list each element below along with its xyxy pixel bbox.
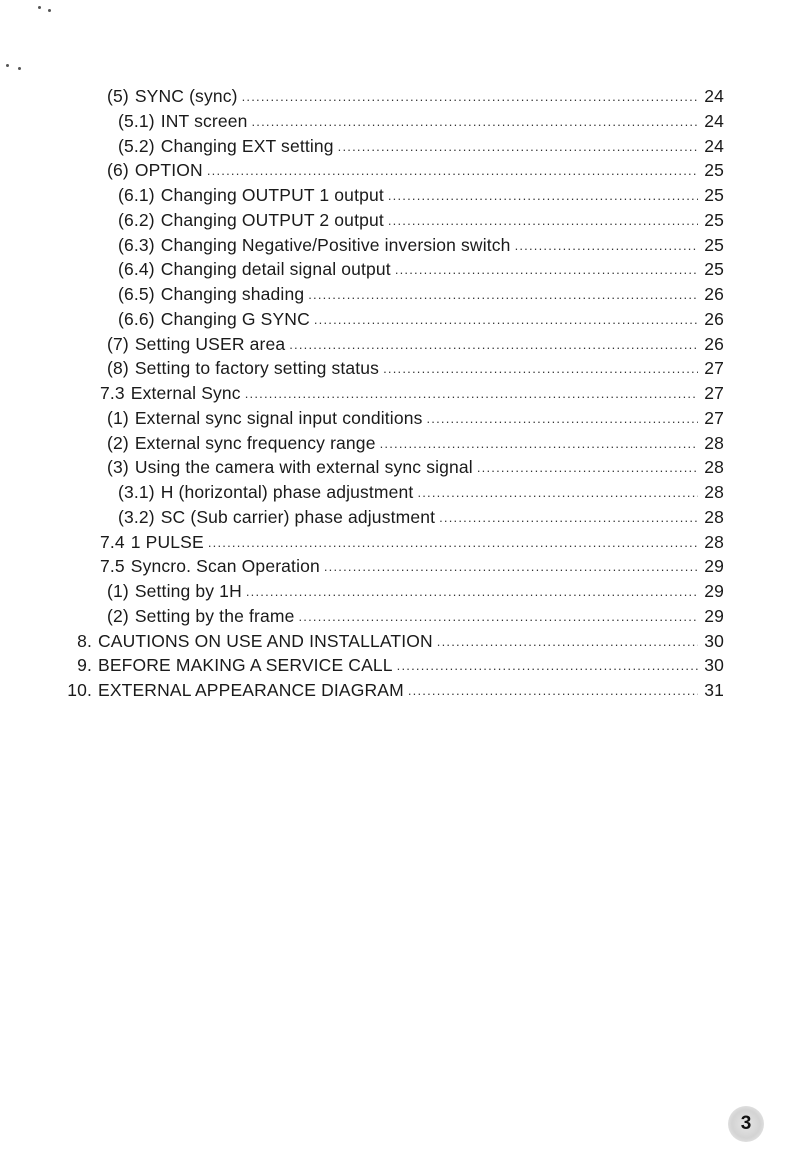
dot-leader: [338, 139, 698, 154]
toc-entry: [118, 185, 724, 207]
dot-leader: [246, 584, 698, 599]
toc-entry-title: External Sync: [130, 383, 241, 403]
dot-leader: [437, 634, 698, 649]
toc-entry-page: 24: [704, 110, 724, 131]
toc-entry-page: 27: [704, 407, 724, 428]
scan-speck: [48, 9, 51, 12]
dot-leader: [324, 559, 698, 574]
toc-entry-number: (5): [107, 86, 129, 106]
toc-entry-title: 1 PULSE: [130, 531, 204, 552]
toc-entry-page: 28: [704, 457, 724, 478]
toc-entry-number: 7.3: [100, 383, 125, 403]
dot-leader: [380, 436, 698, 451]
toc-entry: [100, 383, 724, 405]
toc-entry: [107, 358, 724, 380]
toc-entry-page: 29: [704, 605, 724, 626]
toc-entry-number: (1): [107, 407, 129, 428]
toc-entry-title: Changing Negative/Positive inversion switch: [160, 234, 511, 255]
toc-entry-number: (8): [107, 358, 129, 379]
dot-leader: [388, 188, 698, 203]
toc-entry-number: (7): [107, 333, 129, 354]
toc-entry-title: CAUTIONS ON USE AND INSTALLATION: [98, 630, 433, 651]
toc-entry-page: 28: [704, 482, 724, 502]
toc-entry-page: 27: [704, 383, 724, 403]
page-number-badge: [728, 1106, 764, 1142]
toc-entry: [107, 86, 724, 108]
toc-entry-number: (6.2): [118, 209, 155, 230]
toc-entry-number: (6.1): [118, 185, 155, 205]
toc-entry-number: 10.: [67, 680, 92, 700]
toc-entry-page: 29: [704, 581, 724, 601]
dot-leader: [208, 535, 698, 550]
toc-entry-page: 25: [704, 234, 724, 255]
dot-leader: [314, 312, 698, 327]
dot-leader: [427, 411, 699, 426]
toc-entry-page: 27: [704, 358, 724, 379]
toc-entry-number: (2): [107, 432, 129, 453]
toc-entry-title: Setting USER area: [134, 333, 286, 354]
toc-entry-title: EXTERNAL APPEARANCE DIAGRAM: [98, 680, 404, 700]
toc-entry: [107, 334, 724, 356]
toc-entry-title: BEFORE MAKING A SERVICE CALL: [98, 655, 393, 676]
toc-entry: [66, 655, 724, 677]
dot-leader: [515, 238, 698, 253]
toc-entry: [66, 680, 724, 702]
toc-entry-title: Changing OUTPUT 1 output: [160, 185, 384, 205]
toc-entry-page: 28: [704, 432, 724, 453]
toc-entry-number: 7.4: [100, 531, 125, 552]
toc-entry-title: Setting to factory setting status: [134, 358, 380, 379]
toc-entry: [118, 111, 724, 133]
toc-entry: [100, 532, 724, 554]
toc-entry-page: 30: [704, 655, 724, 676]
toc-entry-title: OPTION: [134, 160, 203, 181]
toc-entry: [107, 581, 724, 603]
scan-speck: [38, 6, 41, 9]
scan-speck: [18, 67, 21, 70]
toc-entry-number: (6.5): [118, 284, 155, 304]
dot-leader: [408, 683, 698, 698]
toc-entry: [118, 309, 724, 331]
toc-entry: [118, 284, 724, 306]
toc-entry: [107, 433, 724, 455]
dot-leader: [242, 89, 698, 104]
page-number: 3: [740, 1113, 752, 1134]
dot-leader: [289, 337, 698, 352]
dot-leader: [298, 609, 698, 624]
toc-entry-title: Changing G SYNC: [160, 308, 310, 329]
toc-entry-page: 25: [704, 160, 724, 181]
toc-entry-number: (5.1): [118, 110, 155, 131]
toc-entry-number: (3.2): [118, 506, 155, 527]
toc-entry-title: Syncro. Scan Operation: [130, 556, 320, 577]
toc-entry-page: 26: [704, 308, 724, 329]
toc-entry: [107, 408, 724, 430]
dot-leader: [383, 361, 698, 376]
toc-entry-page: 24: [704, 86, 724, 106]
toc-entry-title: SYNC (sync): [134, 86, 238, 106]
toc-entry-number: (6.6): [118, 308, 155, 329]
dot-leader: [308, 287, 698, 302]
dot-leader: [477, 460, 698, 475]
toc-entry-number: 9.: [77, 655, 92, 676]
toc-entry-number: (6.3): [118, 234, 155, 255]
toc-entry: [118, 482, 724, 504]
toc-entry: [118, 210, 724, 232]
toc-entry-title: H (horizontal) phase adjustment: [160, 482, 414, 502]
toc-entry: [66, 631, 724, 653]
toc-entry-number: (2): [107, 605, 129, 626]
toc-entry-number: (3.1): [118, 482, 155, 502]
toc-entry-page: 30: [704, 630, 724, 651]
toc-entry-title: Changing OUTPUT 2 output: [160, 209, 384, 230]
toc-entry-page: 29: [704, 556, 724, 577]
toc-entry-page: 31: [704, 680, 724, 700]
toc-entry-page: 28: [704, 506, 724, 527]
toc-entry-number: 7.5: [100, 556, 125, 577]
toc-entry-title: Changing detail signal output: [160, 259, 391, 280]
toc-entry-title: Changing shading: [160, 284, 305, 304]
toc-entry-page: 26: [704, 284, 724, 304]
dot-leader: [388, 213, 698, 228]
toc-entry-page: 26: [704, 333, 724, 354]
toc-entry-page: 25: [704, 209, 724, 230]
toc-entry-number: (5.2): [118, 135, 155, 156]
toc-entry-title: SC (Sub carrier) phase adjustment: [160, 506, 436, 527]
toc-entry-number: 8.: [77, 630, 92, 651]
dot-leader: [417, 485, 698, 500]
toc-entry: [118, 235, 724, 257]
toc-entry-title: INT screen: [160, 110, 248, 131]
toc-entry: [118, 136, 724, 158]
scan-speck: [6, 64, 9, 67]
toc-entry-number: (6): [107, 160, 129, 181]
toc-entry-page: 25: [704, 259, 724, 280]
toc-entry-title: External sync frequency range: [134, 432, 376, 453]
toc-entry: [107, 606, 724, 628]
toc-entry: [107, 457, 724, 479]
toc-entry-page: 25: [704, 185, 724, 205]
toc-entry: [100, 556, 724, 578]
toc-entry-title: Setting by 1H: [134, 581, 242, 601]
dot-leader: [207, 163, 698, 178]
toc-entry-number: (6.4): [118, 259, 155, 280]
dot-leader: [245, 386, 698, 401]
toc-entry: [118, 507, 724, 529]
toc-entry-title: Setting by the frame: [134, 605, 295, 626]
dot-leader: [252, 114, 699, 129]
toc-entry: [107, 160, 724, 182]
toc-entry-title: External sync signal input conditions: [134, 407, 423, 428]
toc-entry-title: Changing EXT setting: [160, 135, 334, 156]
toc-entry-page: 28: [704, 531, 724, 552]
toc-entry-number: (3): [107, 457, 129, 478]
dot-leader: [395, 262, 698, 277]
toc-entry-page: 24: [704, 135, 724, 156]
dot-leader: [439, 510, 698, 525]
dot-leader: [397, 658, 698, 673]
toc-entry: [118, 259, 724, 281]
toc-entry-number: (1): [107, 581, 129, 601]
toc-entry-title: Using the camera with external sync signal: [134, 457, 473, 478]
